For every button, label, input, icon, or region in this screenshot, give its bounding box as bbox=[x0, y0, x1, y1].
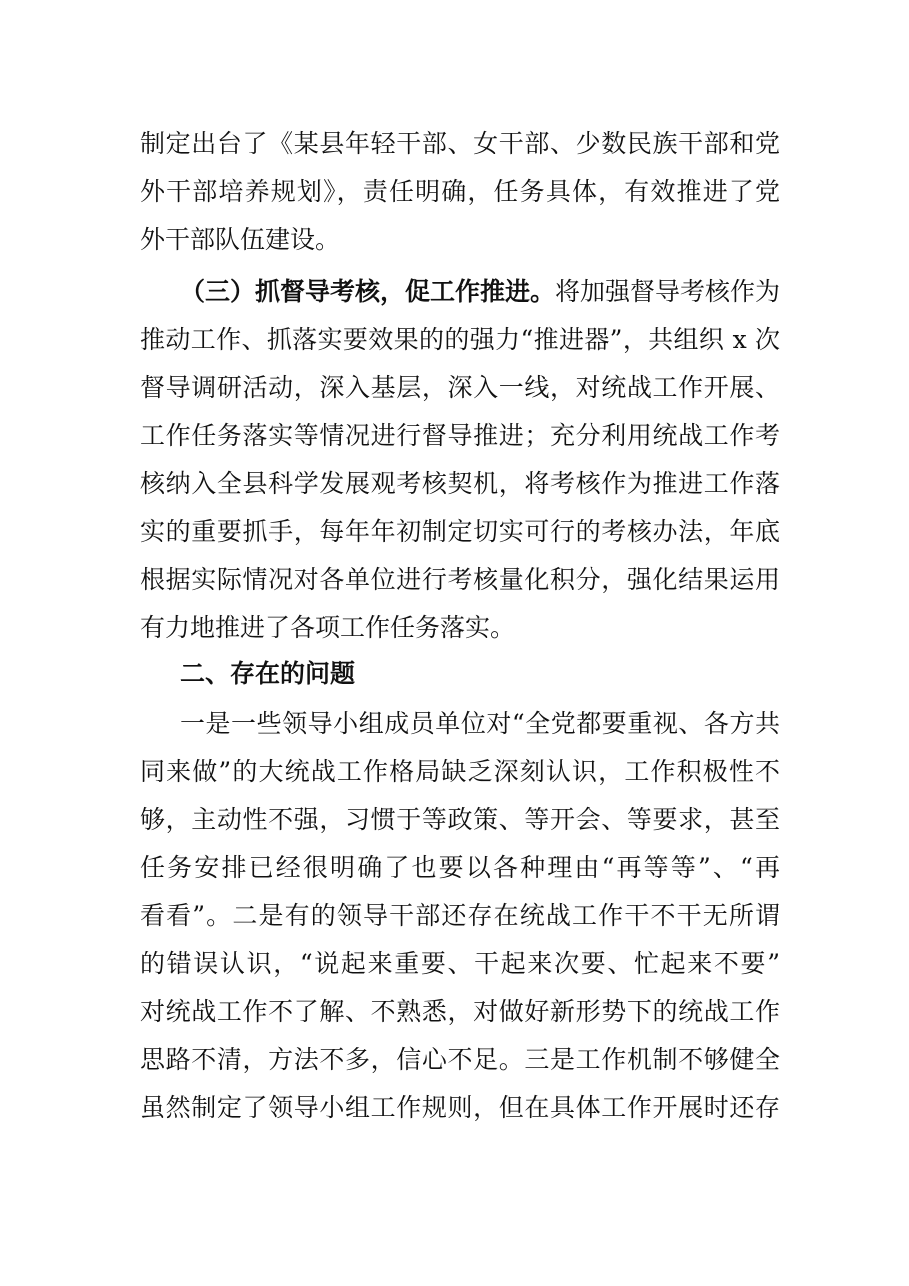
para2-line-3: 督导调研活动，深入基层，深入一线，对统战工作开展、 bbox=[140, 373, 780, 402]
para2-line-2: 推动工作、抓落实要效果的的强力“推进器”，共组织 x 次 bbox=[140, 325, 780, 354]
para3-line-5: 看看”。二是有的领导干部还存在统战工作干不干无所谓 bbox=[140, 901, 780, 930]
para2-line-4: 工作任务落实等情况进行督导推进；充分利用统战工作考 bbox=[140, 421, 780, 450]
para2-line-6: 实的重要抓手，每年年初制定切实可行的考核办法，年底 bbox=[140, 517, 780, 546]
para3-line-2: 同来做”的大统战工作格局缺乏深刻认识，工作积极性不 bbox=[140, 757, 780, 786]
para2-line-5: 核纳入全县科学发展观考核契机，将考核作为推进工作落 bbox=[140, 469, 780, 498]
para3-line-3: 够，主动性不强，习惯于等政策、等开会、等要求，甚至 bbox=[140, 805, 780, 834]
para2-line-7: 根据实际情况对各单位进行考核量化积分，强化结果运用 bbox=[140, 565, 780, 594]
para3-line-4: 任务安排已经很明确了也要以各种理由“再等等”、“再 bbox=[140, 853, 780, 882]
para1-line-2: 外干部培养规划》，责任明确，任务具体，有效推进了党 bbox=[140, 177, 780, 206]
para1-line-1: 制定出台了《某县年轻干部、女干部、少数民族干部和党 bbox=[140, 129, 780, 158]
para2-first-line-rest: 将加强督导考核作为 bbox=[555, 277, 781, 306]
para3-line-1: 一是一些领导小组成员单位对“全党都要重视、各方共 bbox=[180, 709, 780, 738]
para2-line-8: 有力地推进了各项工作任务落实。 bbox=[140, 613, 516, 642]
section-heading: 二、存在的问题 bbox=[180, 659, 356, 688]
para3-line-9: 虽然制定了领导小组工作规则，但在具体工作开展时还存 bbox=[140, 1093, 780, 1122]
para3-line-7: 对统战工作不了解、不熟悉，对做好新形势下的统战工作 bbox=[140, 997, 780, 1026]
para1-line-3: 外干部队伍建设。 bbox=[140, 225, 341, 254]
para3-line-8: 思路不清，方法不多，信心不足。三是工作机制不够健全 bbox=[140, 1045, 780, 1074]
para2-heading: （三）抓督导考核，促工作推进。 bbox=[180, 277, 556, 306]
para2-first-line bbox=[180, 274, 780, 310]
para3-line-6: 的错误认识，“说起来重要、干起来次要、忙起来不要” bbox=[140, 949, 780, 978]
